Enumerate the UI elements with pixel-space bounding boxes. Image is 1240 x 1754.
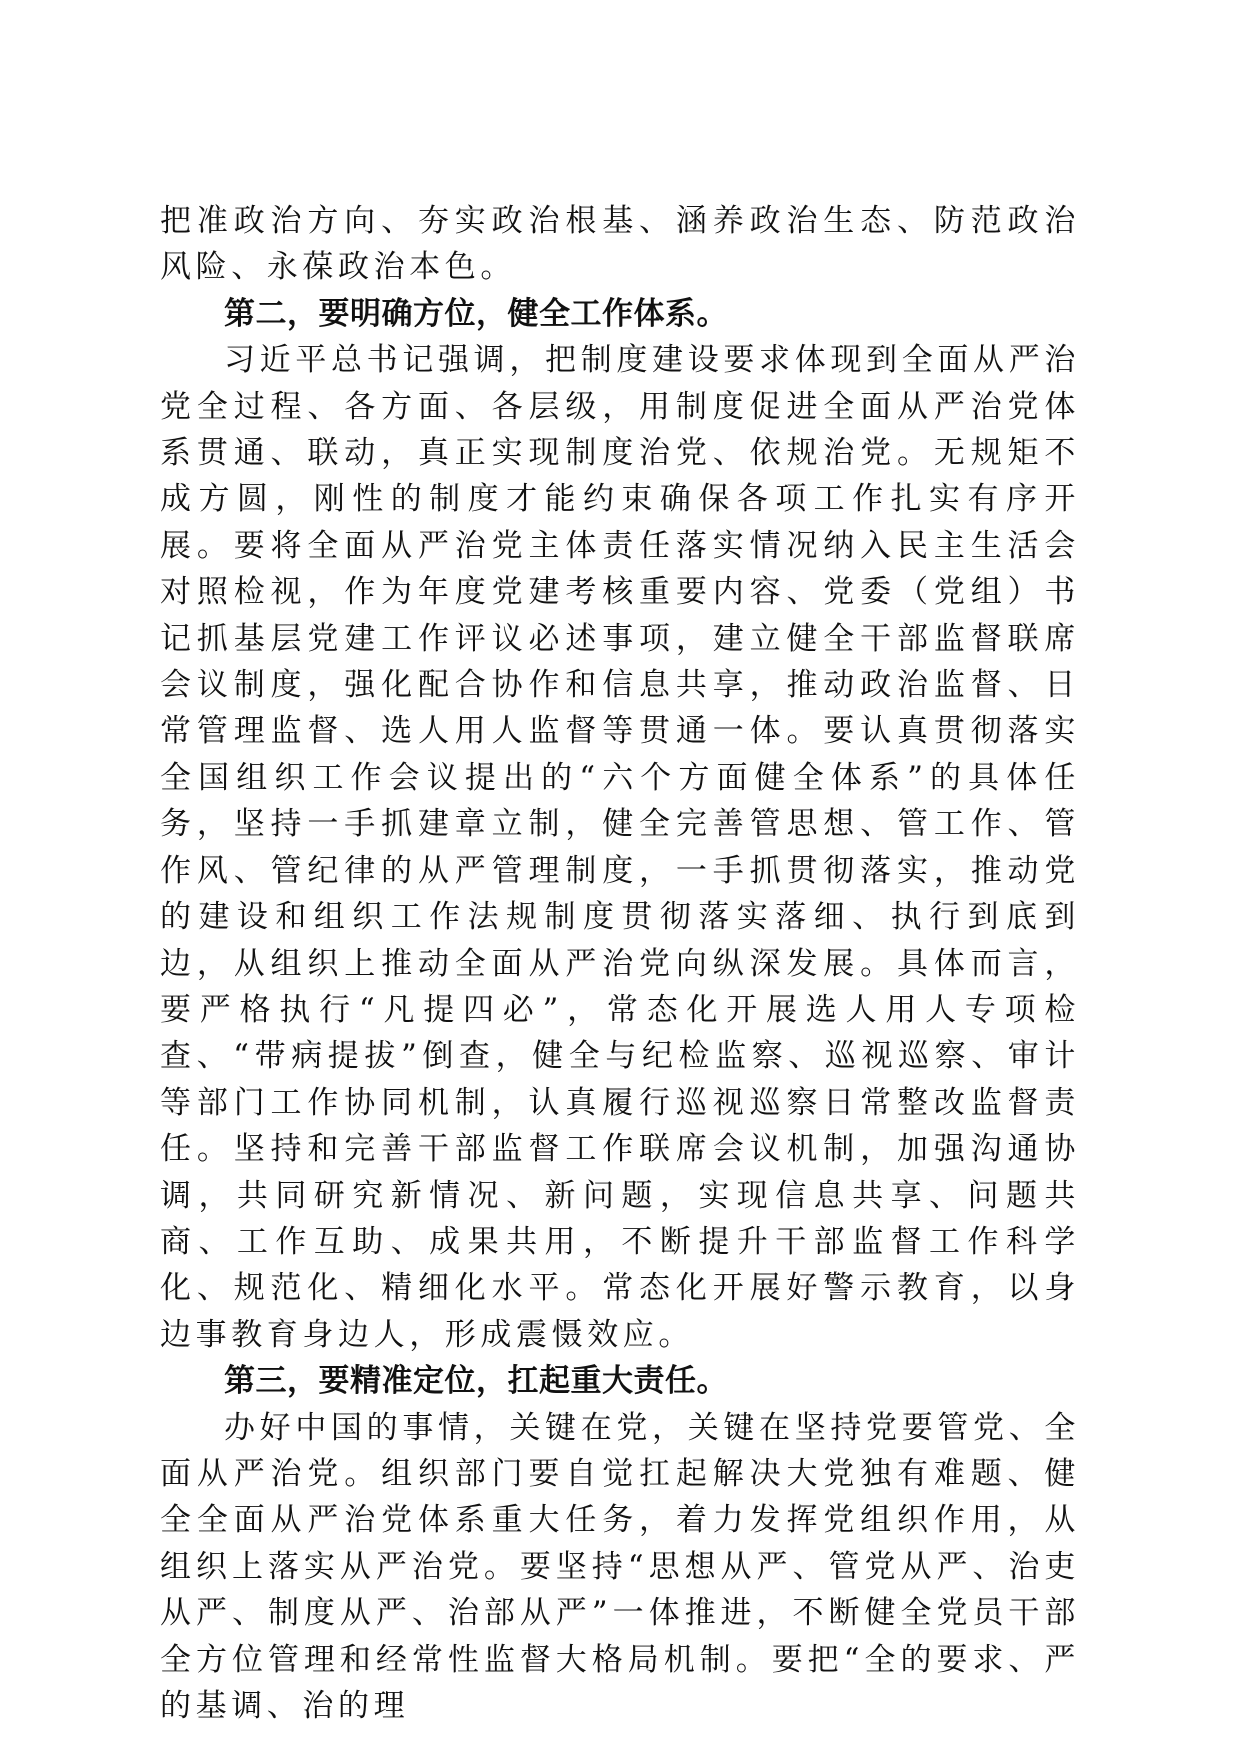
paragraph-body: 办好中国的事情，关键在党，关键在坚持党要管党、全面从严治党。组织部门要自觉扛起解决大党独有难题、健全全面从严治党体系重大任务，着力发挥党组织作用，从组织上落实从严治党。要坚持“思想从严、管党从严、治吏从严、制度从严、治部从严”一体推进，不断健全党员干部全方位管理和经常性监督大格局机制。要把“全的要求、严的基调、治的理 [160, 1409, 1080, 1724]
section-heading-second: 第二，要明确方位，健全工作体系。 [224, 295, 728, 332]
section-heading-third: 第三，要精准定位，扛起重大责任。 [224, 1363, 728, 1400]
document-body [160, 198, 1080, 1729]
paragraph-body: 习近平总书记强调，把制度建设要求体现到全面从严治党全过程、各方面、各层级，用制度促进全面从严治党体系贯通、联动，真正实现制度治党、依规治党。无规矩不成方圆，刚性的制度才能约束确保各项工作扎实有序开展。要将全面从严治党主体责任落实情况纳入民主生活会对照检视，作为年度党建考核重要内容、党委（党组）书记抓基层党建工作评议必述事项，建立健全干部监督联席会议制度，强化配合协作和信息共享，推动政治监督、日常管理监督、选人用人监督等贯通一体。要认真贯彻落实全国组织工作会议提出的“六个方面健全体系”的具体任务，坚持一手抓建章立制，健全完善管思想、管工作、管作风、管纪律的从严管理制度，一手抓贯彻落实，推动党的建设和组织工作法规制度贯彻落实落细、执行到底到边，从组织上推动全面从严治党向纵深发展。具体而言，要严格执行“凡提四必”，常态化开展选人用人专项检查、“带病提拔”倒查，健全与纪检监察、巡视巡察、审计等部门工作协同机制，认真履行巡视巡察日常整改监督责任。坚持和完善干部监督工作联席会议机制，加强沟通协调，共同研究新情况、新问题，实现信息共享、问题共商、工作互助、成果共用，不断提升干部监督工作科学化、规范化、精细化水平。常态化开展好警示教育，以身边事教育身边人，形成震慑效应。 [160, 342, 1080, 1353]
paragraph-continuation: 把准政治方向、夯实政治根基、涵养政治生态、防范政治风险、永葆政治本色。 [160, 203, 1080, 286]
